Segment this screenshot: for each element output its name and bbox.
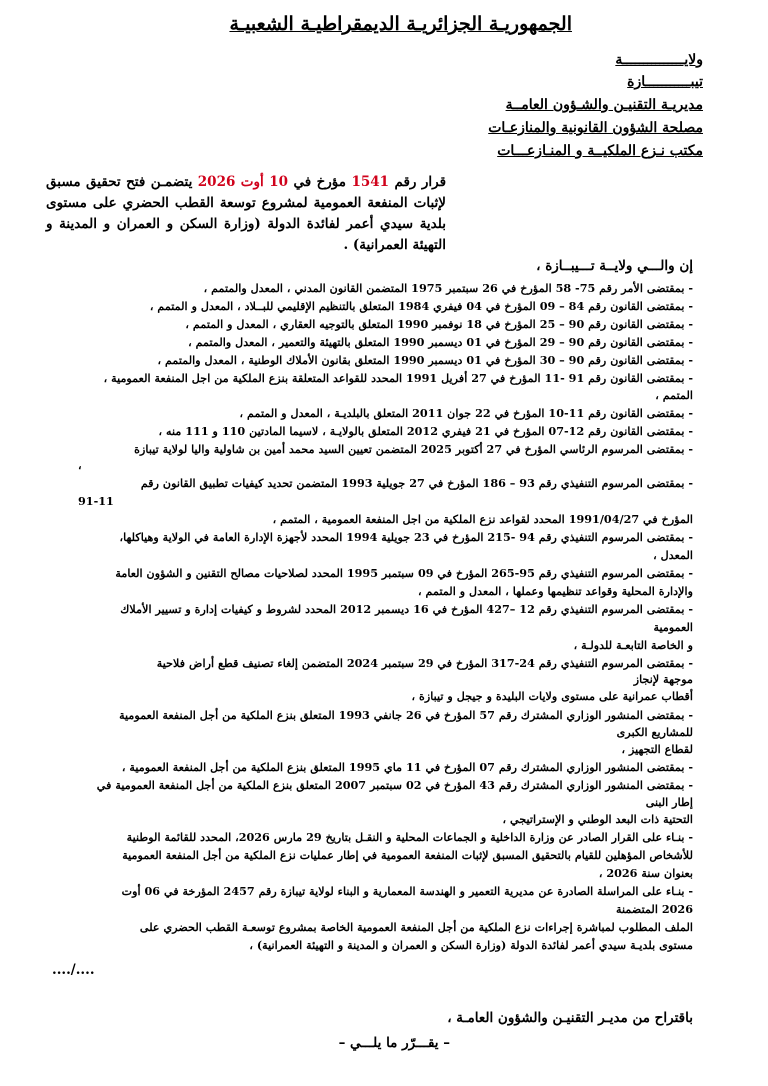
legal-line: - بمقتضى المرسوم التنفيذي رقم 94 -215 المؤرخ في 23 جويلية 1994 المحدد لأجهزة الإدارة العامة في الولاية وهياكلها، — [119, 530, 693, 544]
legal-line: - بمقتضى المرسوم التنفيذي رقم 95-265 المؤرخ في 09 سبتمبر 1995 المحدد لصلاحيات مصالح التقنين و الشؤون العامة — [115, 566, 693, 580]
legal-line: للمشاريع الكبرى — [616, 725, 693, 739]
legal-line: - بمقتضى القانون رقم 90 – 25 المؤرخ في 18 نوفمبر 1990 المتعلق بالتوجيه العقاري ، المعدل و المتمم ، — [185, 317, 693, 331]
decision-paragraph — [46, 172, 446, 256]
legal-line: - بمقتضى القانون رقم 11-10 المؤرخ في 22 جوان 2011 المتعلق بالبلديـة ، المعدل و المتمم ، — [239, 406, 693, 420]
legal-line: ، — [78, 458, 82, 472]
continuation-marker: ..../.... — [52, 962, 95, 978]
legal-line: مستوى بلديـة سيدي أعمر لفائدة الدولة (وزارة السكن و العمران و المدينة و التهيئة العمرانية) ، — [249, 938, 693, 952]
legal-line: - بمقتضى المنشور الوزاري المشترك رقم 57 المؤرخ في 26 جانفي 1993 المتعلق بنزع الملكية من أجل المنفعة العمومية — [119, 708, 693, 722]
decision-dated-word: مؤرخ في — [293, 174, 347, 190]
legal-line: - بمقتضى الأمر رقم 75- 58 المؤرخ في 26 سبتمبر 1975 المتضمن القانون المدني ، المعدل والمتمم ، — [203, 281, 693, 295]
decides-line: – يقـــرّر ما يلـــي – — [338, 1035, 450, 1051]
legal-line: - بمقتضى القانون رقم 91 -11 المؤرخ في 27 أفريل 1991 المحدد للقواعد المتعلقة بنزع الملكية من اجل المنفعة العمومية ، — [103, 371, 693, 385]
legal-line: - بمقتضى القانون رقم 90 – 30 المؤرخ في 01 ديسمبر 1990 المتعلق بقانون الأملاك الوطنية ، المعدل والمتمم ، — [157, 353, 693, 367]
legal-line: - بمقتضى المرسوم التنفيذي رقم 12 –427 المؤرخ في 16 ديسمبر 2012 المحدد لشروط و كيفيات إدارة و تسيير الأملاك — [120, 602, 693, 616]
legal-line: بعنوان سنة 2026 ، — [598, 866, 693, 880]
header-line: مكتب نـزع الملكيــة و المنـازعـــات — [497, 143, 703, 159]
header-line: مديريـة التقنيـن والشـؤون العامــة — [505, 97, 703, 113]
header-line: تيبـــــــــــازة — [627, 74, 703, 90]
legal-line: - بمقتضى المرسوم التنفيذي رقم 93 – 186 المؤرخ في 27 جويلية 1993 المتضمن تحديد كيفيات تطبيق القانون رقم — [140, 476, 693, 490]
header-line: ولايـــــــــــــــة — [615, 52, 703, 68]
decision-date: 10 أوت 2026 — [197, 174, 288, 190]
legal-line: لقطاع التجهيز ، — [621, 742, 693, 756]
legal-line: - بنـاء على القرار الصادر عن وزارة الداخلية و الجماعات المحلية و النقـل بتاريخ 29 مارس 2026، المحدد للقائمة الوطنية — [126, 830, 693, 844]
legal-line: العمومية — [653, 620, 693, 634]
legal-line: - بمقتضى القانون رقم 12-07 المؤرخ في 21 فيفري 2012 المتعلق بالولايـة ، لاسيما المادتين 110 و 111 منه ، — [158, 424, 693, 438]
legal-line: المؤرخ في 1991/04/27 المحدد لقواعد نزع الملكية من اجل المنفعة العمومية ، المتمم ، — [272, 512, 693, 526]
proposal-line: باقتراح من مديـر التقنيـن والشؤون العامـة ، — [447, 1010, 693, 1026]
legal-line: التحتية ذات البعد الوطني و الإستراتيجي ، — [502, 812, 693, 826]
decision-prefix: قرار رقم — [394, 174, 447, 190]
legal-line: - بمقتضى المرسوم التنفيذي رقم 24-317 المؤرخ في 29 سبتمبر 2024 المتضمن إلغاء تصنيف قطع أراض فلاحية — [156, 656, 693, 670]
legal-line: موجهة لإنجاز — [633, 672, 693, 686]
legal-line: المعدل ، — [653, 548, 693, 562]
decision-number: 1541 — [351, 174, 390, 190]
legal-line: - بمقتضى القانون رقم 84 – 09 المؤرخ في 04 فيفري 1984 المتعلق بالتنظيم الإقليمي للبــلاد ، المعدل و المتمم ، — [149, 299, 693, 313]
legal-line: إطار البنى — [645, 795, 693, 809]
legal-line: المتمم ، — [655, 388, 693, 402]
legal-line: - بمقتضى المنشور الوزاري المشترك رقم 07 المؤرخ في 11 ماي 1995 المتعلق بنزع الملكية من أجل المنفعة العمومية ، — [121, 760, 693, 774]
legal-line: للأشخاص المؤهلين للقيام بالتحقيق المسبق لإثبات المنفعة العمومية في إطار عمليات نزع الملكية من أجل المنفعة العمومية — [122, 848, 693, 862]
legal-line: 2026 المتضمنة — [616, 902, 693, 916]
legal-line: أقطاب عمرانية على مستوى ولايات البليدة و جيجل و تيبازة ، — [411, 689, 693, 703]
legal-line: - بمقتضى المرسوم الرئاسي المؤرخ في 27 أكتوبر 2025 المتضمن تعيين السيد محمد أمين بن شاولية واليا لولاية تيبازة — [134, 442, 693, 456]
legal-line: - بمقتضى المنشور الوزاري المشترك رقم 43 المؤرخ في 02 سبتمبر 2007 المتعلق بنزع الملكية من أجل المنفعة العمومية في — [96, 778, 693, 792]
legal-line: الملف المطلوب لمباشرة إجراءات نزع الملكية من أجل المنفعة العمومية الخاصة بمشروع توسعـة القطب الحضري على — [139, 920, 693, 934]
legal-line: 91-11 — [78, 494, 114, 508]
header-line: مصلحة الشؤون القانونية والمنازعـات — [488, 120, 703, 136]
republic-title: الجمهوريـة الجزائريـة الديمقراطيـة الشعبيـة — [229, 13, 572, 35]
legal-line: و الخاصة التابعـة للدولـة ، — [573, 638, 693, 652]
governor-intro: إن والـــي ولايــة تـــيبــازة ، — [536, 258, 693, 274]
legal-line: - بنـاء على المراسلة الصادرة عن مديرية التعمير و الهندسة المعمارية و البناء لولاية تيبازة رقم 2457 المؤرخة في 06 أوت — [121, 884, 693, 898]
legal-line: والإدارة المحلية وقواعد تنظيمها وعملها ، المعدل و المتمم ، — [418, 584, 693, 598]
legal-line: - بمقتضى القانون رقم 90 – 29 المؤرخ في 01 ديسمبر 1990 المتعلق بالتهيئة والتعمير ، المعدل والمتمم ، — [188, 335, 693, 349]
decision-text: يتضمـن فتح تحقيق مسبق لإثبات المنفعة العمومية لمشروع توسعة القطب الحضري على مستوى بلدية سيدي أعمر لفائدة الدولة (وزارة السكن و العمران و المدينة و التهيئة العمرانية) . — [46, 174, 446, 253]
